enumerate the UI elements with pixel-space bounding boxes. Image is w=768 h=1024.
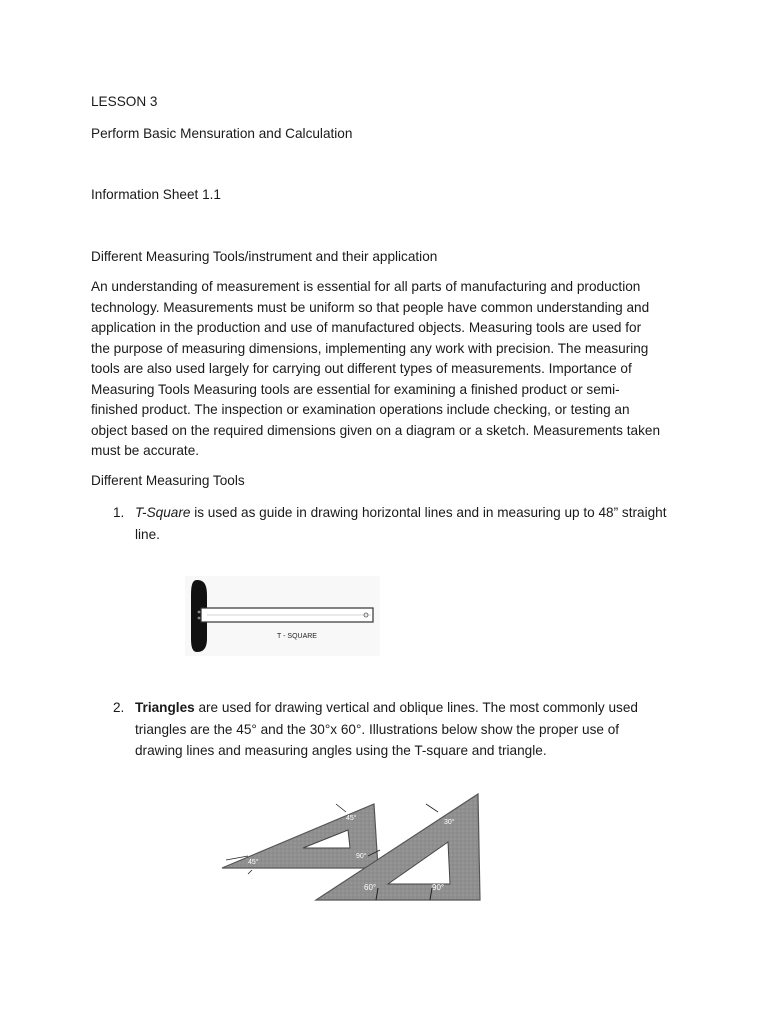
triangles-figure (218, 790, 488, 905)
list-line: line. (135, 526, 160, 542)
triangle1-top-angle: 45° (346, 815, 357, 822)
lesson-number: LESSON 3 (91, 94, 158, 109)
triangle2-bottom-right-angle: 90° (432, 883, 445, 892)
term-triangles: Triangles (135, 700, 195, 715)
intro-line: the purpose of measuring dimensions, implementing any work with precision. The measuring (91, 340, 649, 356)
section-heading: Different Measuring Tools/instrument and their application (91, 249, 438, 264)
triangle2-bottom-left-angle: 60° (364, 883, 377, 892)
lesson-title: Perform Basic Mensuration and Calculation (91, 126, 353, 141)
intro-line: application in the production and use of manufactured objects. Measuring tools are used for (91, 320, 642, 335)
intro-line: finished product. The inspection or examination operations include checking, or testing an (91, 402, 630, 417)
list-line: triangles are the 45° and the 30°x 60°. Illustrations below show the proper use of (135, 721, 620, 737)
tsquare-illustration (185, 576, 380, 656)
tsquare-figure (185, 576, 380, 656)
intro-line: An understanding of measurement is essential for all parts of manufacturing and production (91, 279, 641, 294)
intro-line: object based on the required dimensions given on a diagram or a sketch. Measurements taken (91, 422, 660, 438)
triangle1-left-angle: 45° (248, 859, 259, 866)
term-tsquare: T-Square (135, 505, 191, 520)
intro-line: Measuring Tools Measuring tools are essential for examining a finished product or semi- (91, 381, 620, 397)
tsquare-label: T - SQUARE (277, 633, 317, 640)
list-line (135, 502, 666, 524)
triangles-illustration (218, 790, 488, 905)
list-text: are used for drawing vertical and oblique lines. The most commonly used (194, 700, 638, 715)
list-text: is used as guide in drawing horizontal lines and in measuring up to 48” straight (190, 505, 667, 520)
intro-paragraph (91, 277, 681, 462)
tools-heading: Different Measuring Tools (91, 473, 245, 488)
triangle1-right-angle: 90° (356, 853, 367, 860)
list-number: 2. (113, 700, 125, 715)
list-number: 1. (113, 505, 125, 520)
intro-line: technology. Measurements must be uniform so that people have common understanding and (91, 299, 650, 315)
intro-line: must be accurate. (91, 443, 200, 458)
triangle2-top-angle: 30° (444, 819, 455, 826)
sheet-title: Information Sheet 1.1 (91, 187, 221, 202)
list-line (135, 697, 638, 719)
list-line: drawing lines and measuring angles using the T-square and triangle. (135, 743, 547, 758)
intro-line: tools are also used largely for carrying out different types of measurements. Importance of (91, 361, 632, 376)
